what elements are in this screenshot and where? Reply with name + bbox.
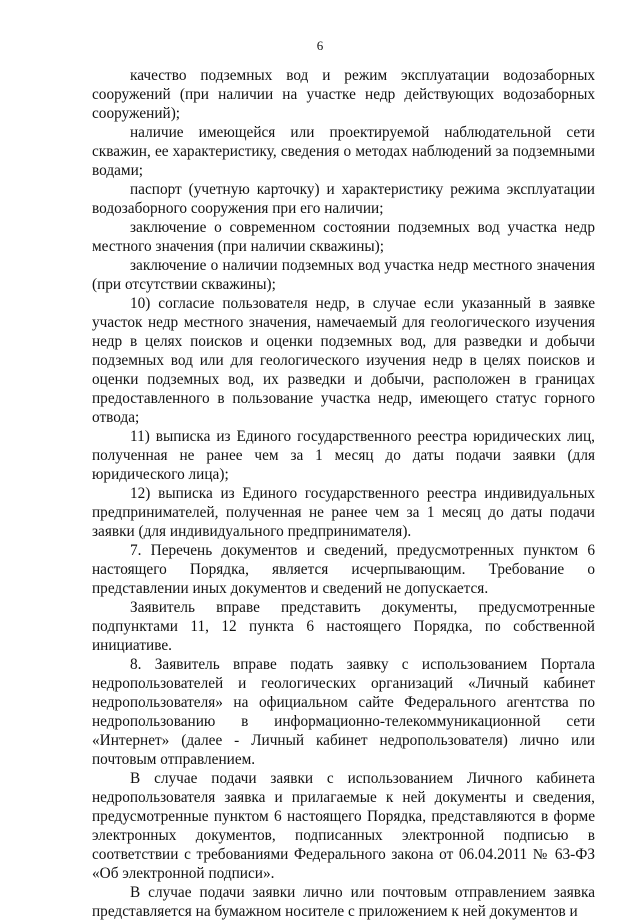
paragraph-item-12: 12) выписка из Единого государственного реестра индивидуальных предпринимателей, полученная не ранее чем за 1 месяц до даты подачи заявки (для индивидуального предпринимателя). bbox=[92, 485, 595, 540]
paragraph-item-11: 11) выписка из Единого государственного реестра юридических лиц, полученная не ранее чем за 1 месяц до даты подачи заявки (для юридического лица); bbox=[92, 428, 595, 483]
paragraph-clause-7: 7. Перечень документов и сведений, предусмотренных пунктом 6 настоящего Порядка, является исчерпывающим. Требование о представлении иных документов и сведений не допускается. bbox=[92, 542, 595, 597]
paragraph-electronic-submission: В случае подачи заявки с использованием Личного кабинета недропользователя заявка и прилагаемые к ней документы и сведения, предусмотренные пунктом 6 настоящего Порядка, представляются в форме электронных документов, подписанных электронной подписью в соответствии с требованиями Федерального закона от 06.04.2011 № 63-ФЗ «Об электронной подписи». bbox=[92, 770, 595, 882]
paragraph-passport: паспорт (учетную карточку) и характеристику режима эксплуатации водозаборного сооружения при его наличии; bbox=[92, 181, 595, 217]
paragraph-observation-network: наличие имеющейся или проектируемой наблюдательной сети скважин, ее характеристику, сведения о методах наблюдений за подземными водами; bbox=[92, 124, 595, 179]
paragraph-paper-submission: В случае подачи заявки лично или почтовым отправлением заявка представляется на бумажном носителе с приложением к ней документов и bbox=[92, 884, 595, 920]
paragraph-own-initiative: Заявитель вправе представить документы, предусмотренные подпунктами 11, 12 пункта 6 настоящего Порядка, по собственной инициативе. bbox=[92, 599, 595, 654]
paragraph-conclusion-current-state: заключение о современном состоянии подземных вод участка недр местного значения (при наличии скважины); bbox=[92, 219, 595, 255]
paragraph-conclusion-presence: заключение о наличии подземных вод участка недр местного значения (при отсутствии скважины); bbox=[92, 257, 595, 293]
page-number: 6 bbox=[316, 38, 324, 53]
paragraph-water-quality: качество подземных вод и режим эксплуатации водозаборных сооружений (при наличии на участке недр действующих водозаборных сооружений); bbox=[92, 67, 595, 122]
paragraph-item-10: 10) согласие пользователя недр, в случае если указанный в заявке участок недр местного значения, намечаемый для геологического изучения недр в целях поисков и оценки подземных вод, для разведки и добычи подземных вод или для геологического изучения недр в целях поисков и оценки подземных вод, их разведки и добычи, расположен в границах предоставленного в пользование участка недр, имеющего статус горного отвода; bbox=[92, 295, 595, 426]
document-body bbox=[92, 66, 595, 921]
paragraph-clause-8: 8. Заявитель вправе подать заявку с использованием Портала недропользователей и геологических организаций «Личный кабинет недропользователя» на официальном сайте Федерального агентства по недропользованию в информационно-телекоммуникационной сети «Интернет» (далее - Личный кабинет недропользователя) лично или почтовым отправлением. bbox=[92, 656, 595, 768]
